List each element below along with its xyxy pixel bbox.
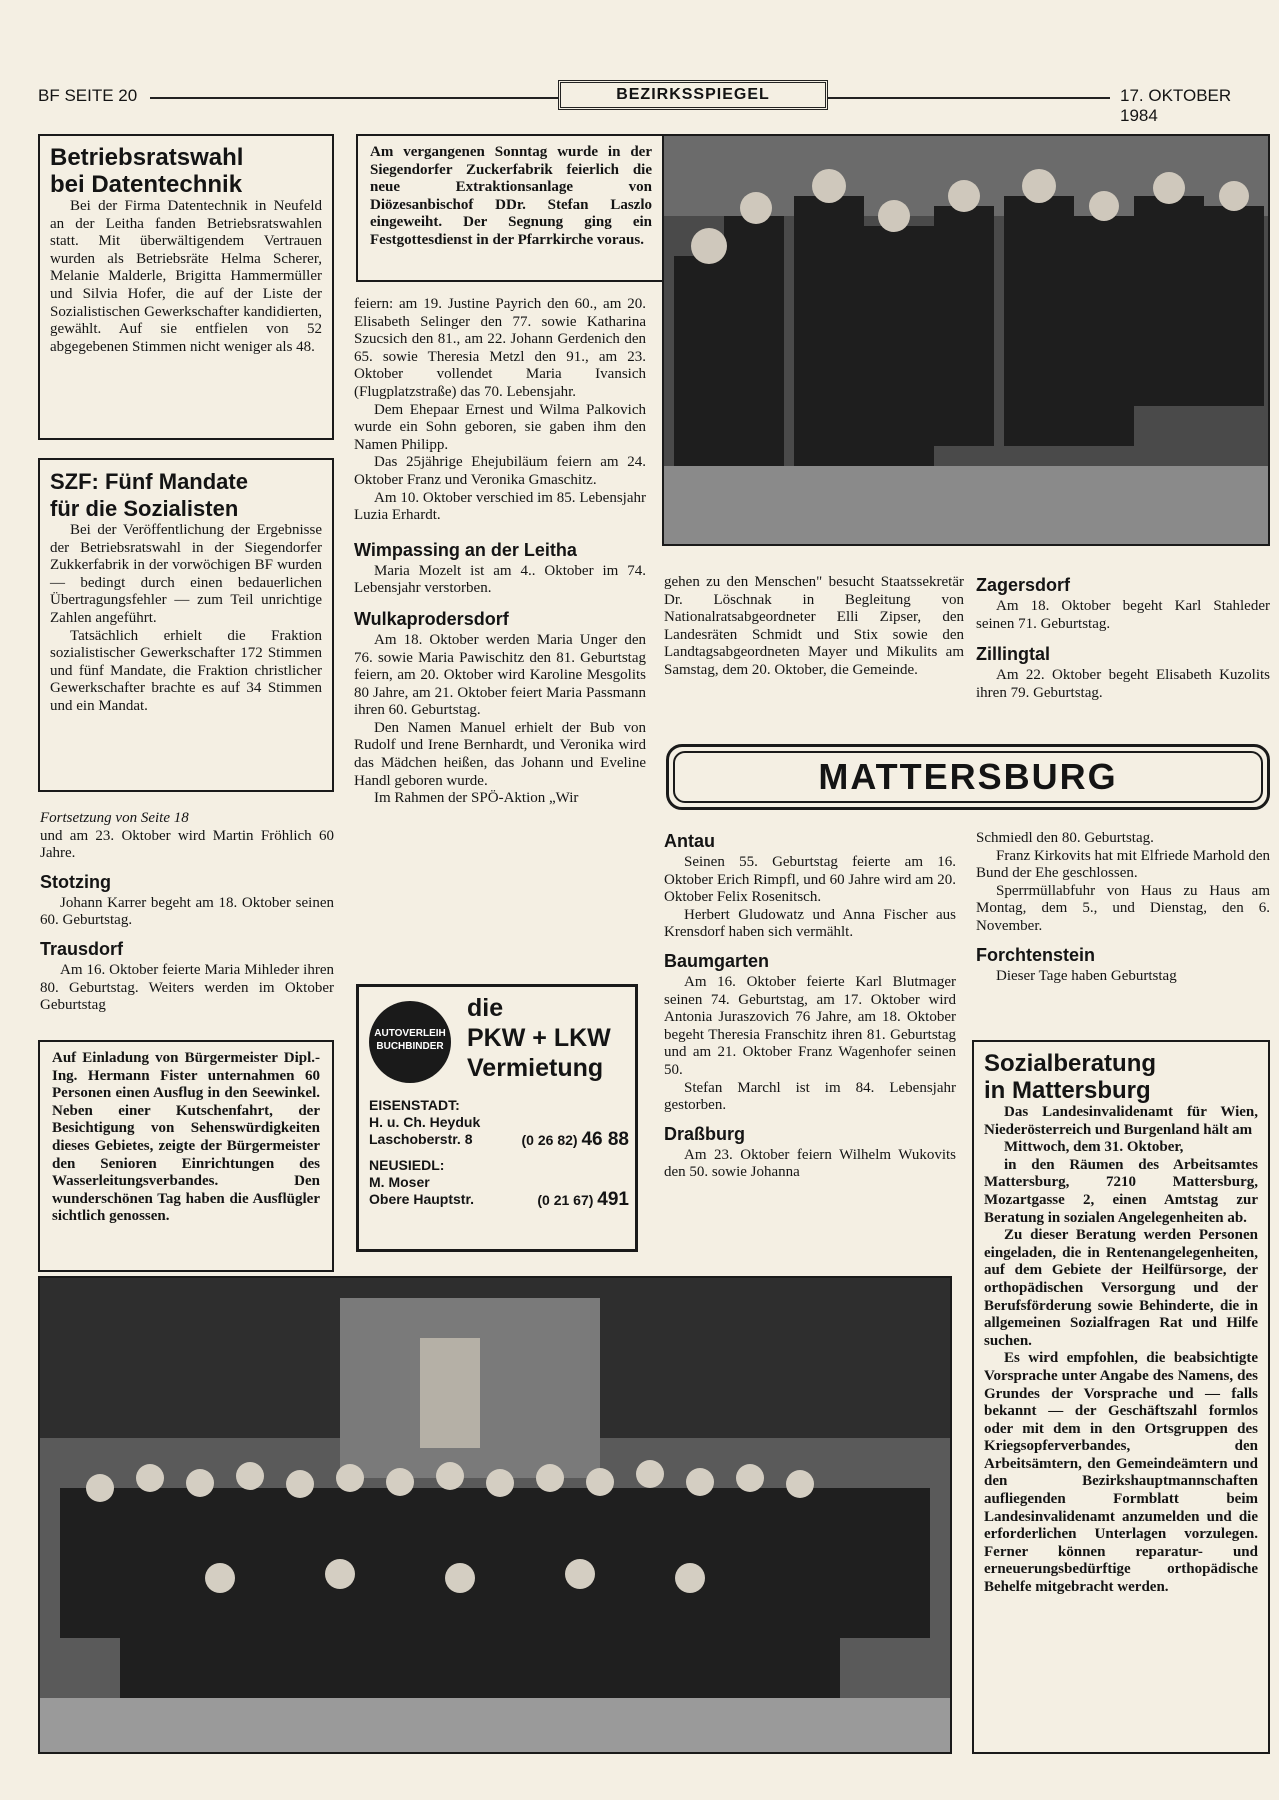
page-header [38,78,1270,125]
wimpassing-body: Maria Mozelt ist am 4.. Oktober im 74. Lebensjahr verstorben. [354,562,646,597]
szf-body: Bei der Veröffentlichung der Ergebnisse der Betriebsratswahl in der Siegendorfer Zukkerfabrik in der vorwöchigen BF wurden — bedingt durch einen bedauerlichen Übertragungsfehler — zum Teil unrichtige Zahlen angeführt. Tatsächlich erhielt die Fraktion sozialistischer Gewerkschafter 172 Stimmen und fünf Mandate, die Fraktion christlicher Gewerkschafter brachte es auf 34 Stimmen und ein Mandat. [50,522,322,714]
crowd-image [664,136,1268,544]
zillingtal-body: Am 22. Oktober begeht Elisabeth Kuzolits ihren 79. Geburtstag. [976,667,1270,701]
sozialberatung-body: Das Landesinvalidenamt für Wien, Niederösterreich und Burgenland hält am Mittwoch, dem 31. Oktober, in den Räumen des Arbeitsamtes Mattersburg, 7210 Mattersburg, Mozartgasse 2, einen Amtstag zur Beratung in sozialen Angelegenheiten ab. Zu dieser Beratung werden Personen eingeladen, die in Rentenangelegenheiten, auf dem Gebiete der Heilfürsorge, der orthopädischen Versorgung und der Berufsförderung sowie Behinderte, die in allgemeinen Sozialfragen Rat und Hilfe suchen. Es wird empfohlen, die beabsichtigte Vorsprache unter Angabe des Namens, des Grundes der Vorsprache und — falls bekannt — der Geschäftszahl formlos oder mit dem in den Ortsgruppen des Kriegsopferverbandes, den Arbeitsämtern, den Gemeindeämtern und den Bezirkshauptmannschaften aufliegenden Formblatt beim Landesinvalidenamt anzumelden und die erforderlichen Unterlagen vorzulegen. Ferner können reparatur- und erneuerungsbedürftige orthopädische Behelfe mitgebracht werden. [984,1104,1258,1596]
stotzing-heading: Stotzing [40,871,111,892]
wulkaprodersdorf-body: Am 18. Oktober werden Maria Unger den 76. sowie Maria Pawischitz den 81. Geburtstag feiern, am 20. Oktober wird Karoline Mesgolits 80 Jahre, am 21. Oktober feiert Maria Passmann ihren 60. Geburtstag. Den Namen Manuel erhielt der Bub von Rudolf und Irene Bernhardt, und Veronika wird das Mädchen heißen, das Johann und Eveline Handl geboren wurde. Im Rahmen der SPÖ-Aktion „Wir [354,631,646,807]
header-left: BF SEITE 20 [38,86,138,105]
ad-logo: AUTOVERLEIH BUCHBINDER [369,1001,451,1083]
header-date: 17. OKTOBER 1984 [1120,86,1232,125]
zillingtal-heading: Zillingtal [976,644,1050,665]
wulkaprodersdorf-heading: Wulkaprodersdorf [354,608,509,629]
mattersburg-banner [666,744,1270,810]
trausdorf-heading: Trausdorf [40,938,124,959]
forchtenstein-body: Dieser Tage haben Geburtstag [996,967,1177,984]
col1-lower [40,810,334,1015]
antau-heading: Antau [664,831,715,851]
drassburg-body: Am 23. Oktober feiern Wilhelm Wukovits den 50. sowie Johanna [664,1146,956,1181]
szf-box [38,458,334,792]
fortsetzung: Fortsetzung von Seite 18 und am 23. Oktober wird Martin Fröhlich 60 Jahre. [40,810,334,862]
sozialberatung-title: Sozialberatung in Mattersburg [984,1050,1157,1104]
drassburg-heading: Draßburg [664,1123,745,1144]
forchtenstein-heading: Forchtenstein [976,944,1096,965]
baumgarten-heading: Baumgarten [664,950,770,971]
sozialberatung-box [972,1040,1270,1754]
ad-pkw-lkw [356,984,638,1252]
ausflug-body: Auf Einladung von Bürgermeister Dipl.-Ing. Hermann Fister unternahmen 60 Personen einen Ausflug in den Seewinkel. Neben einer Kutschenfahrt, der Besichtigung von Sehenswürdigkeiten dieses Gebietes, zeigte der Bürgermeister den Senioren Einrichtungen des Wasserleitungsverbandes. Den wunderschönen Tag haben die Ausflügler sichtlich genossen. [52,1050,320,1225]
col3-upper [664,574,964,680]
szf-title: SZF: Fünf Mandate für die Sozialisten [50,469,248,521]
col3-continuation: gehen zu den Menschen" besucht Staatssekretär Dr. Löschnak in Begleitung von Nationalratsabgeordneter Elli Zipser, den Landesräten Schmidt und Stix sowie den Landtagsabgeordneten Mayer und Mikulits am Samstag, dem 20. Oktober, die Gemeinde. [664,574,964,678]
header-rule-right [828,97,1110,99]
ausflug-box [38,1040,334,1272]
group-image [40,1278,950,1752]
zuckerfabrik-body: Am vergangenen Sonntag wurde in der Siegendorfer Zuckerfabrik feierlich die neue Extraktionsanlage von Diözesanbischof DDr. Stefan Laszlo eingeweiht. Der Segnung ging ein Festgottesdienst in der Pfarrkirche voraus. [370,144,652,248]
photo-senior-excursion-group [38,1276,952,1754]
stotzing-body: Johann Karrer begeht am 18. Oktober seinen 60. Geburtstag. [40,894,334,929]
photo-zuckerfabrik-crowd [662,134,1270,546]
col2-continuation: feiern: am 19. Justine Payrich den 60., am 20. Elisabeth Selinger den 77. sowie Katharina Szucsich den 81., am 22. Johann Gerdenich den 65. sowie Theresia Metzl den 91., am 23. Oktober vollendet Maria Ivansich (Flugplatzstraße) das 70. Lebensjahr. Dem Ehepaar Ernest und Wilma Palkovich wurde ein Sohn geboren, sie gaben ihm den Namen Philipp. Das 25jährige Ehejubiläum feiern am 24. Oktober Franz und Veronika Gmaschitz. Am 10. Oktober verschied im 85. Lebensjahr Luzia Erhardt. [354,296,646,524]
col4-continuation: Schmiedl den 80. Geburtstag. Franz Kirkovits hat mit Elfriede Marhold den Bund der Ehe geschlossen. Sperrmüllabfuhr von Haus zu Haus am Montag, dem 5., und Dienstag, den 6. November. [976,830,1270,934]
col3-lower [664,830,956,1182]
section-title: BEZIRKSSPIEGEL [616,86,770,103]
col4-lower [976,830,1270,985]
zagersdorf-body: Am 18. Oktober begeht Karl Stahleder seinen 71. Geburtstag. [976,598,1270,632]
mattersburg-banner-inner: MATTERSBURG [673,751,1263,803]
col2-text [354,296,646,808]
betriebsrat-box [38,134,334,440]
ad-headline: die PKW + LKW Vermietung [467,994,611,1082]
col4-upper [976,574,1270,702]
trausdorf-body: Am 16. Oktober feierte Maria Mihleder ihren 80. Geburtstag. Weiters werden im Oktober Geburtstag [40,961,334,1014]
header-rule-left [150,97,558,99]
zuckerfabrik-box [356,134,666,282]
header-center-box [558,80,828,110]
wimpassing-heading: Wimpassing an der Leitha [354,539,577,560]
ad-contacts: EISENSTADT: H. u. Ch. Heyduk Laschoberstr. 8 (0 26 82) 46 88 NEUSIEDL: M. Moser Obere Hauptstr. (0 21 67) 491 [369,1097,629,1210]
betriebsrat-title: Betriebsratswahl bei Datentechnik [50,144,244,198]
zagersdorf-heading: Zagersdorf [976,575,1071,595]
baumgarten-body: Am 16. Oktober feierte Karl Blutmager seinen 74. Geburtstag, am 17. Oktober wird Antonia Juraszovich 76 Jahre, am 18. Oktober begeht Theresia Franschitz ihren 81. Geburtstag und am 21. Oktober Franz Wagenhofer seinen 50. Stefan Marchl ist im 84. Lebensjahr gestorben. [664,973,956,1114]
antau-body: Seinen 55. Geburtstag feierte am 16. Oktober Erich Rimpfl, und 60 Jahre wird am 20. Oktober Felix Rosenitsch. Herbert Gludowatz und Anna Fischer aus Krensdorf haben sich vermählt. [664,854,956,941]
betriebsrat-body: Bei der Firma Datentechnik in Neufeld an der Leitha fanden Betriebsratswahlen statt. Mit überwältigendem Vertrauen wurden als Betriebsräte Helma Scherer, Melanie Malderle, Brigitta Hammermüller und Silvia Hofer, die auf der Liste der Sozialistischen Gewerkschafter kandidierten, gewählt. Auf sie entfielen von 52 abgegebenen Stimmen nicht weniger als 48. [50,198,322,355]
